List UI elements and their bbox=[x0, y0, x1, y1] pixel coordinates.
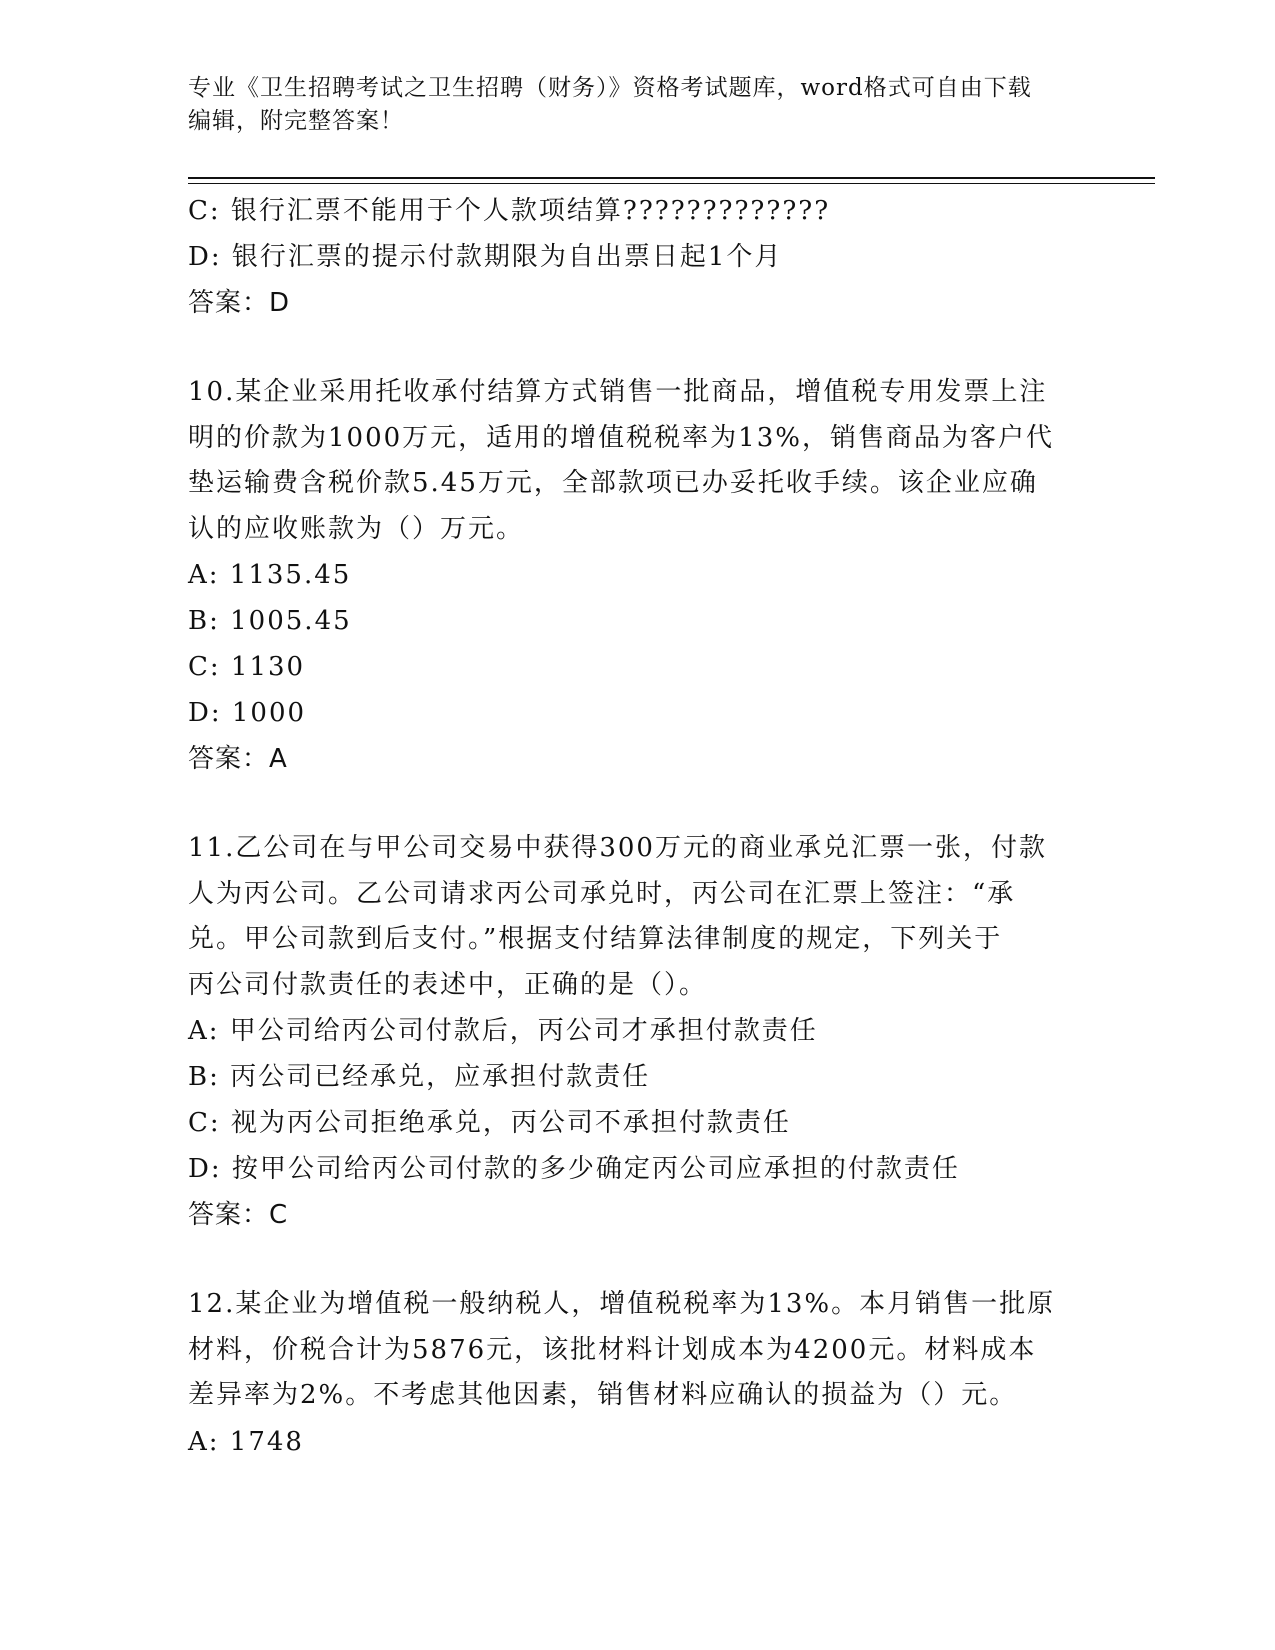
question-9 bbox=[188, 188, 1088, 326]
option-a: A: 1135.45 bbox=[188, 560, 352, 590]
option-d: D: 1000 bbox=[188, 698, 307, 728]
answer: 答案：D bbox=[188, 288, 291, 318]
header-line-1: 专业《卫生招聘考试之卫生招聘（财务）》资格考试题库，word格式可自由下载 bbox=[188, 75, 1032, 101]
option-b: B: 1005.45 bbox=[188, 606, 352, 636]
stem-line: 12.某企业为增值税一般纳税人，增值税税率为13%。本月销售一批原 bbox=[188, 1289, 1056, 1319]
answer: 答案：A bbox=[188, 744, 288, 774]
question-12 bbox=[188, 1282, 1088, 1465]
question-11 bbox=[188, 826, 1088, 1238]
stem-line: 差异率为2%。不考虑其他因素，销售材料应确认的损益为（）元。 bbox=[188, 1380, 1018, 1410]
stem-line: 丙公司付款责任的表述中，正确的是（）。 bbox=[188, 969, 708, 1000]
question-stem bbox=[188, 826, 1088, 1008]
stem-line: 认的应收账款为（）万元。 bbox=[188, 513, 525, 544]
stem-line: 明的价款为1000万元，适用的增值税税率为13%，销售商品为客户代 bbox=[188, 422, 1054, 453]
stem-line: 兑。甲公司款到后支付。”根据支付结算法律制度的规定，下列关于 bbox=[188, 924, 1003, 954]
stem-line: 垫运输费含税价款5.45万元，全部款项已办妥托收手续。该企业应确 bbox=[188, 468, 1038, 498]
option-a: A: 甲公司给丙公司付款后，丙公司才承担付款责任 bbox=[188, 1016, 818, 1046]
option-c: C: 1130 bbox=[188, 652, 306, 682]
answer: 答案：C bbox=[188, 1200, 289, 1230]
question-stem bbox=[188, 1282, 1088, 1419]
header-line-2: 编辑，附完整答案！ bbox=[188, 108, 404, 134]
page-header bbox=[188, 72, 1068, 138]
stem-line: 材料，价税合计为5876元，该批材料计划成本为4200元。材料成本 bbox=[188, 1334, 1037, 1365]
question-10 bbox=[188, 370, 1088, 782]
stem-line: 10.某企业采用托收承付结算方式销售一批商品，增值税专用发票上注 bbox=[188, 377, 1048, 407]
option-a: A: 1748 bbox=[188, 1426, 304, 1457]
stem-line: 11.乙公司在与甲公司交易中获得300万元的商业承兑汇票一张，付款 bbox=[188, 833, 1047, 863]
option-c: C: 银行汇票不能用于个人款项结算????????????? bbox=[188, 196, 831, 226]
question-stem bbox=[188, 370, 1088, 552]
option-b: B: 丙公司已经承兑，应承担付款责任 bbox=[188, 1062, 651, 1092]
option-c: C: 视为丙公司拒绝承兑，丙公司不承担付款责任 bbox=[188, 1108, 791, 1138]
option-d: D: 银行汇票的提示付款期限为自出票日起1个月 bbox=[188, 242, 783, 272]
document-body bbox=[188, 188, 1088, 1465]
stem-line: 人为丙公司。乙公司请求丙公司承兑时，丙公司在汇票上签注：“承 bbox=[188, 878, 1016, 909]
header-divider bbox=[188, 177, 1155, 179]
option-d: D: 按甲公司给丙公司付款的多少确定丙公司应承担的付款责任 bbox=[188, 1154, 960, 1184]
header-divider-thin bbox=[188, 183, 1155, 184]
